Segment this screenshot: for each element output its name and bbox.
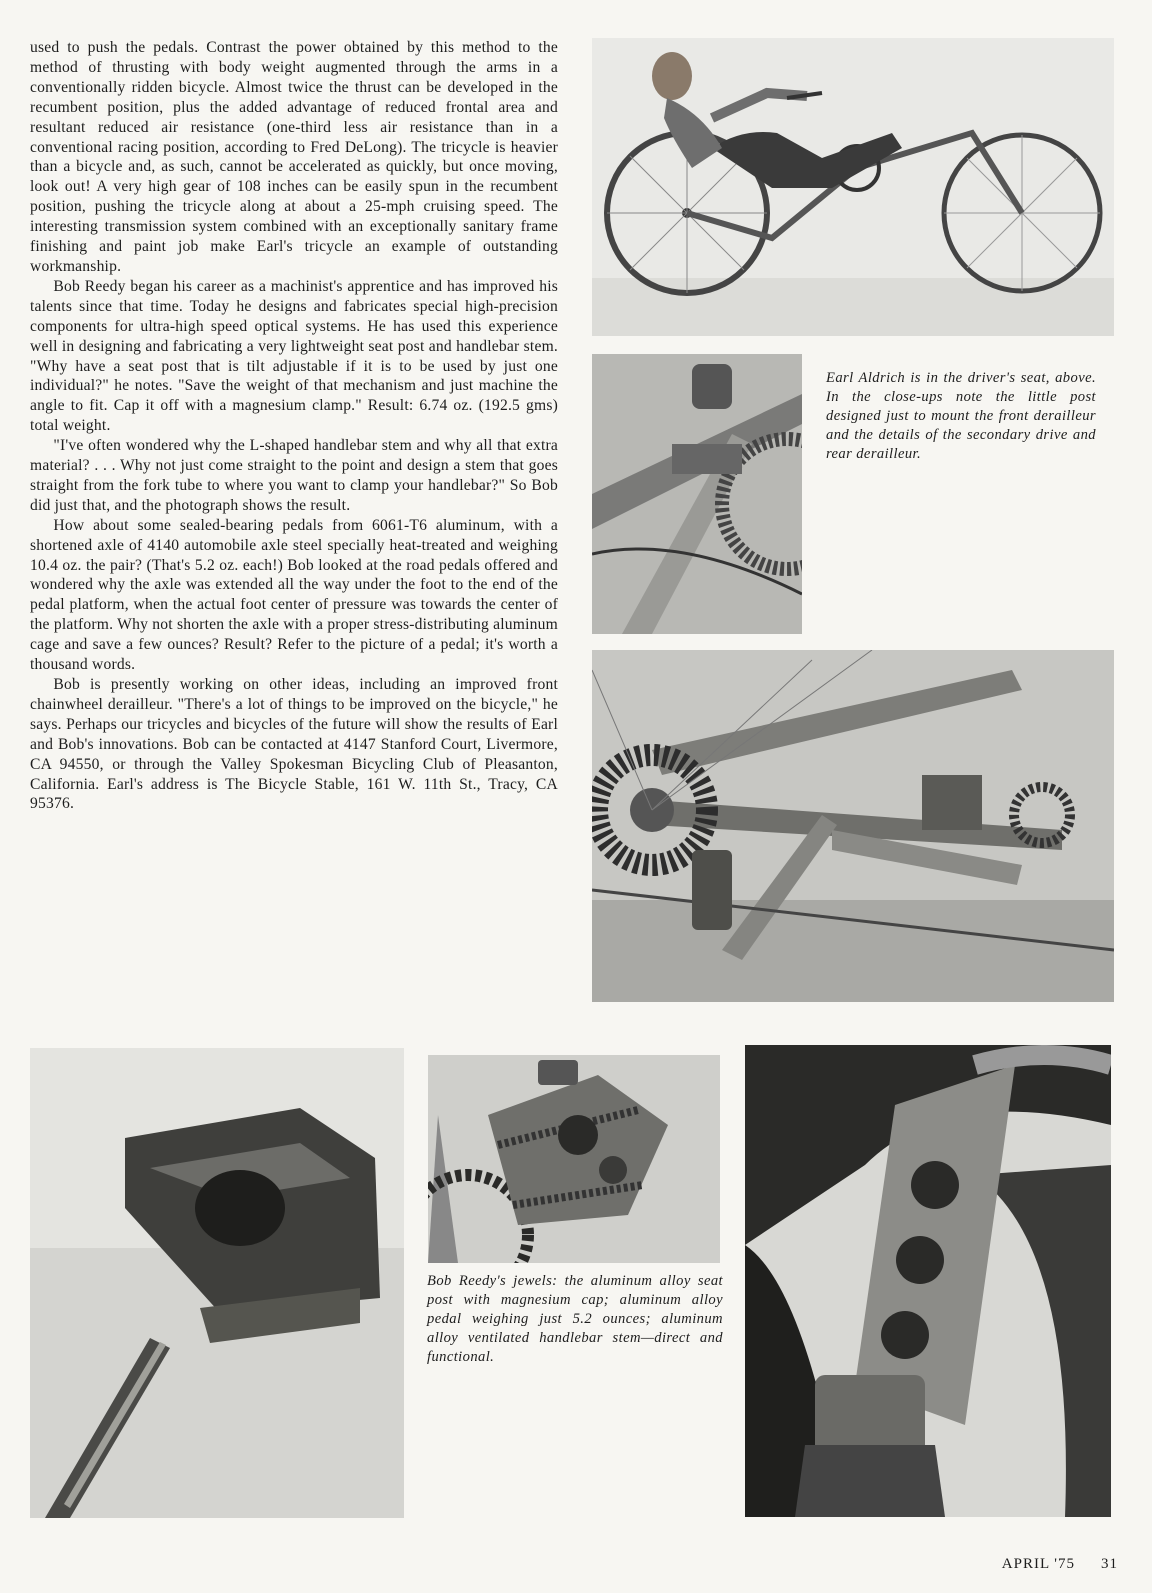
- jewels-caption: Bob Reedy's jewels: the aluminum alloy seat post with magnesium cap; aluminum alloy pedal weighing just 5.2 ounces; aluminum alloy ventilated handlebar stem—direct and functional.: [427, 1273, 723, 1365]
- article-paragraph: used to push the pedals. Contrast the power obtained by this method to the method of thrusting with body weight augmented through the arms in a conventionally ridden bicycle. Almost twice the thrust can be developed in the recumbent position, plus the added advantage of reduced frontal area and resultant reduced air resistance (one-third less air resistance than in a conventional racing position, according to Fred DeLong). The tricycle is heavier than a bicycle and, as such, cannot be accelerated as quickly, but once moving, look out! A very high gear of 108 inches can be easily spun in the recumbent position, pushing the tricycle along at about a 25-mph cruising speed. The interesting transmission system combined with an exceptionally sanitary frame finishing and paint job make Earl's tricycle an example of outstanding workmanship.: [30, 39, 558, 275]
- derailleur-post-image: [592, 354, 802, 634]
- article-body: [30, 38, 558, 814]
- article-paragraph: "I've often wondered why the L-shaped handlebar stem and why all that extra material? . . . Why not just come straight to the point and design a stem that goes straight from the fork tube to where you want to clamp your handlebar?" So Bob did just that, and the photograph shows the result.: [30, 437, 558, 514]
- page-number: 31: [1101, 1556, 1118, 1572]
- issue-date: APRIL '75: [1001, 1556, 1075, 1572]
- seat-post-image: [30, 1048, 404, 1518]
- handlebar-stem-photo: [745, 1045, 1111, 1517]
- article-paragraph: Bob is presently working on other ideas, including an improved front chainwheel derailleur. "There's a lot of things to be improved on the bicycle," he says. Perhaps our tricycles and bicycles of the future will show the results of Earl and Bob's innovations. Bob can be contacted at 4147 Stanford Court, Livermore, CA 94550, or through the Valley Spokesman Bicycling Club of Pleasanton, California. Earl's address is The Bicycle Stable, 161 W. 11th St., Tracy, CA 95376.: [30, 676, 558, 813]
- article-paragraph: Bob Reedy began his career as a machinist's apprentice and has improved his talents since that time. Today he designs and fabricates special high-precision components for ultra-high speed optical systems. He has used this experience well in designing and fabricating a very lightweight seat post and handlebar stem. "Why have a seat post that is tilt adjustable if it is to be used by just one individual?" he notes. "Save the weight of that mechanism and just machine the angle to fit. Cap it off with a magnesium clamp." Result: 6.74 oz. (192.5 gms) total weight.: [30, 277, 558, 435]
- pedal-photo: [428, 1055, 720, 1263]
- rear-derailleur-image: [592, 650, 1114, 1002]
- tricycle-rider-image: [592, 38, 1114, 336]
- derailleur-post-photo: [592, 354, 802, 634]
- page-footer: [976, 1556, 1118, 1573]
- tricycle-caption: Earl Aldrich is in the driver's seat, above. In the close-ups note the little post designed just to mount the front derailleur and the details of the secondary drive and rear derailleur.: [826, 370, 1096, 462]
- handlebar-stem-image: [745, 1045, 1111, 1517]
- article-paragraph: How about some sealed-bearing pedals from 6061-T6 aluminum, with a shortened axle of 4140 automobile axle steel specially heat-treated and weighing 10.4 oz. the pair? (That's 5.2 oz. each!) Bob looked at the road pedals offered and wondered why the axle was extended all the way under the foot to the end of the pedal platform, when the actual foot center of pressure was towards the center of the platform. Why not shorten the axle with a proper stress-distributing aluminum cage and save a few ounces? Result? Refer to the picture of a pedal; it's worth a thousand words.: [30, 516, 558, 674]
- pedal-image: [428, 1055, 720, 1263]
- rear-derailleur-photo: [592, 650, 1114, 1002]
- seat-post-photo: [30, 1048, 404, 1518]
- tricycle-rider-photo: [592, 38, 1114, 336]
